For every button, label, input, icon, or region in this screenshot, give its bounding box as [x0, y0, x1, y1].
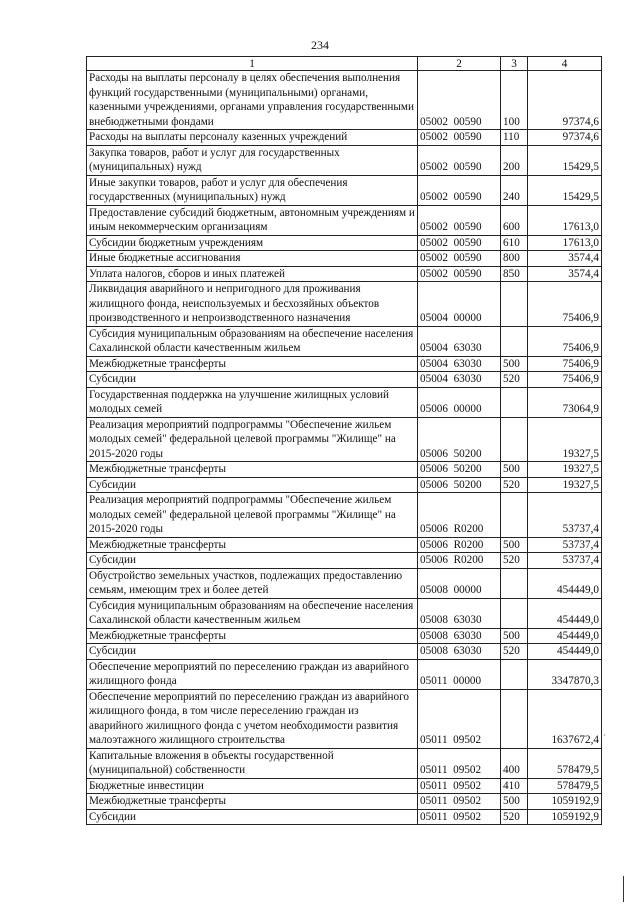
row-code-cell: 05002 00590 [418, 71, 501, 130]
row-expense-type-cell: 800 [501, 251, 528, 267]
table-row [87, 71, 602, 130]
row-code-cell: 05011 09502 [418, 778, 501, 794]
row-name-cell: Субсидии [87, 477, 418, 493]
row-expense-type-cell: 500 [501, 356, 528, 372]
column-header-sum: 4 [528, 57, 602, 71]
row-expense-type-cell: 500 [501, 628, 528, 644]
row-name-cell: Иные бюджетные ассигнования [87, 251, 418, 267]
row-name-cell: Расходы на выплаты персоналу в целях обеспечения выполнения функций государственными (муниципальными) органами, казенными учреждениями, органами управления государственными внебюджетными фондами [87, 71, 418, 130]
row-name-cell: Обустройство земельных участков, подлежащих предоставлению семьям, имеющим трех и более детей [87, 568, 418, 598]
row-code-cell: 05006 R0200 [418, 537, 501, 553]
table-row [87, 748, 602, 778]
row-code-cell: 05002 00590 [418, 175, 501, 205]
row-sum-cell: 73064,9 [528, 387, 602, 417]
row-code-cell: 05008 63030 [418, 598, 501, 628]
row-name-cell: Субсидии [87, 372, 418, 388]
row-expense-type-cell: 500 [501, 537, 528, 553]
row-name-cell: Межбюджетные трансферты [87, 356, 418, 372]
row-sum-cell: 578479,5 [528, 748, 602, 778]
row-sum-cell: 75406,9 [528, 282, 602, 327]
row-expense-type-cell [501, 689, 528, 748]
row-code-cell: 05004 63030 [418, 326, 501, 356]
row-name-cell: Субсидия муниципальным образованиям на обеспечение населения Сахалинской области качественным жильем [87, 598, 418, 628]
row-code-cell: 05011 00000 [418, 659, 501, 689]
row-sum-cell: 75406,9 [528, 356, 602, 372]
table-row [87, 462, 602, 478]
row-name-cell: Закупка товаров, работ и услуг для государственных (муниципальных) нужд [87, 145, 418, 175]
row-name-cell: Реализация мероприятий подпрограммы "Обеспечение жильем молодых семей" федеральной целевой программы "Жилище" на 2015-2020 годы [87, 493, 418, 538]
budget-table [86, 56, 602, 825]
row-code-cell: 05011 09502 [418, 809, 501, 825]
row-expense-type-cell: 520 [501, 809, 528, 825]
row-name-cell: Уплата налогов, сборов и иных платежей [87, 266, 418, 282]
row-code-cell: 05002 00590 [418, 145, 501, 175]
row-sum-cell: 1059192,9 [528, 809, 602, 825]
row-code-cell: 05004 00000 [418, 282, 501, 327]
row-sum-cell: 75406,9 [528, 326, 602, 356]
row-name-cell: Субсидия муниципальным образованиям на обеспечение населения Сахалинской области качественным жильем [87, 326, 418, 356]
row-expense-type-cell: 110 [501, 130, 528, 146]
row-code-cell: 05004 63030 [418, 356, 501, 372]
row-sum-cell: 1059192,9 [528, 794, 602, 810]
table-row [87, 251, 602, 267]
table-row [87, 235, 602, 251]
row-expense-type-cell: 400 [501, 748, 528, 778]
row-expense-type-cell: 100 [501, 71, 528, 130]
row-sum-cell: 3574,4 [528, 251, 602, 267]
row-code-cell: 05008 63030 [418, 644, 501, 660]
row-sum-cell: 454449,0 [528, 628, 602, 644]
table-row [87, 266, 602, 282]
row-name-cell: Субсидии бюджетным учреждениям [87, 235, 418, 251]
table-row [87, 356, 602, 372]
row-sum-cell: 75406,9 [528, 372, 602, 388]
table-row [87, 778, 602, 794]
table-header-row [87, 57, 602, 71]
row-expense-type-cell: 520 [501, 553, 528, 569]
row-code-cell: 05002 00590 [418, 205, 501, 235]
row-code-cell: 05006 R0200 [418, 493, 501, 538]
row-code-cell: 05004 63030 [418, 372, 501, 388]
row-sum-cell: 3347870,3 [528, 659, 602, 689]
row-sum-cell: 15429,5 [528, 175, 602, 205]
row-expense-type-cell [501, 417, 528, 462]
row-expense-type-cell [501, 598, 528, 628]
row-name-cell: Межбюджетные трансферты [87, 537, 418, 553]
row-name-cell: Межбюджетные трансферты [87, 794, 418, 810]
row-sum-cell: 454449,0 [528, 568, 602, 598]
row-expense-type-cell: 500 [501, 462, 528, 478]
row-expense-type-cell: 410 [501, 778, 528, 794]
row-expense-type-cell: 520 [501, 644, 528, 660]
table-row [87, 598, 602, 628]
table-row [87, 537, 602, 553]
table-row [87, 568, 602, 598]
row-name-cell: Обеспечение мероприятий по переселению граждан из аварийного жилищного фонда [87, 659, 418, 689]
row-expense-type-cell: 850 [501, 266, 528, 282]
row-name-cell: Реализация мероприятий подпрограммы "Обеспечение жильем молодых семей" федеральной целевой программы "Жилище" на 2015-2020 годы [87, 417, 418, 462]
row-sum-cell: 454449,0 [528, 644, 602, 660]
table-row [87, 809, 602, 825]
row-expense-type-cell [501, 659, 528, 689]
table-row [87, 326, 602, 356]
row-code-cell: 05011 09502 [418, 689, 501, 748]
row-sum-cell: 19327,5 [528, 477, 602, 493]
table-row [87, 689, 602, 748]
row-name-cell: Бюджетные инвестиции [87, 778, 418, 794]
row-sum-cell: 53737,4 [528, 553, 602, 569]
row-sum-cell: 15429,5 [528, 145, 602, 175]
table-row [87, 387, 602, 417]
table-row [87, 282, 602, 327]
margin-mark: ´ [603, 733, 606, 743]
table-row [87, 130, 602, 146]
row-name-cell: Капитальные вложения в объекты государственной (муниципальной) собственности [87, 748, 418, 778]
row-name-cell: Субсидии [87, 809, 418, 825]
row-code-cell: 05008 63030 [418, 628, 501, 644]
row-name-cell: Предоставление субсидий бюджетным, автономным учреждениям и иным некоммерческим организациям [87, 205, 418, 235]
table-row [87, 205, 602, 235]
margin-line [623, 876, 624, 902]
row-code-cell: 05006 50200 [418, 417, 501, 462]
table-row [87, 628, 602, 644]
row-name-cell: Ликвидация аварийного и непригодного для проживания жилищного фонда, неиспользуемых и бесхозяйных объектов производственного и непроизводственного назначения [87, 282, 418, 327]
row-sum-cell: 97374,6 [528, 71, 602, 130]
table-row [87, 175, 602, 205]
row-name-cell: Расходы на выплаты персоналу казенных учреждений [87, 130, 418, 146]
row-expense-type-cell: 610 [501, 235, 528, 251]
row-expense-type-cell: 200 [501, 145, 528, 175]
row-expense-type-cell: 600 [501, 205, 528, 235]
column-header-code: 2 [418, 57, 501, 71]
page-number: 234 [311, 38, 329, 52]
column-header-expense-type: 3 [501, 57, 528, 71]
row-sum-cell: 97374,6 [528, 130, 602, 146]
table-row [87, 493, 602, 538]
table-row [87, 659, 602, 689]
row-code-cell: 05002 00590 [418, 235, 501, 251]
row-sum-cell: 578479,5 [528, 778, 602, 794]
row-code-cell: 05002 00590 [418, 130, 501, 146]
row-code-cell: 05006 50200 [418, 477, 501, 493]
table-row [87, 372, 602, 388]
table-row [87, 794, 602, 810]
row-sum-cell: 1637672,4 [528, 689, 602, 748]
row-code-cell: 05006 00000 [418, 387, 501, 417]
row-expense-type-cell [501, 282, 528, 327]
row-expense-type-cell [501, 326, 528, 356]
table-row [87, 145, 602, 175]
row-sum-cell: 17613,0 [528, 235, 602, 251]
table-body [87, 71, 602, 825]
table-row [87, 417, 602, 462]
row-expense-type-cell: 520 [501, 372, 528, 388]
row-code-cell: 05006 R0200 [418, 553, 501, 569]
row-name-cell: Субсидии [87, 644, 418, 660]
row-sum-cell: 454449,0 [528, 598, 602, 628]
row-name-cell: Обеспечение мероприятий по переселению граждан из аварийного жилищного фонда, в том числе переселению граждан из аварийного жилищного фонда с учетом необходимости развития малоэтажного жилищного строительства [87, 689, 418, 748]
row-name-cell: Межбюджетные трансферты [87, 628, 418, 644]
row-name-cell: Иные закупки товаров, работ и услуг для обеспечения государственных (муниципальных) нужд [87, 175, 418, 205]
row-name-cell: Государственная поддержка на улучшение жилищных условий молодых семей [87, 387, 418, 417]
row-sum-cell: 19327,5 [528, 417, 602, 462]
row-expense-type-cell: 240 [501, 175, 528, 205]
row-expense-type-cell [501, 493, 528, 538]
row-code-cell: 05002 00590 [418, 251, 501, 267]
row-expense-type-cell [501, 387, 528, 417]
column-header-name: 1 [87, 57, 418, 71]
row-sum-cell: 17613,0 [528, 205, 602, 235]
row-sum-cell: 53737,4 [528, 537, 602, 553]
table-row [87, 644, 602, 660]
row-sum-cell: 19327,5 [528, 462, 602, 478]
table-row [87, 553, 602, 569]
row-code-cell: 05011 09502 [418, 794, 501, 810]
row-sum-cell: 53737,4 [528, 493, 602, 538]
row-name-cell: Субсидии [87, 553, 418, 569]
row-sum-cell: 3574,4 [528, 266, 602, 282]
row-expense-type-cell: 500 [501, 794, 528, 810]
row-code-cell: 05011 09502 [418, 748, 501, 778]
row-expense-type-cell: 520 [501, 477, 528, 493]
table-row [87, 477, 602, 493]
row-name-cell: Межбюджетные трансферты [87, 462, 418, 478]
row-code-cell: 05008 00000 [418, 568, 501, 598]
row-expense-type-cell [501, 568, 528, 598]
row-code-cell: 05002 00590 [418, 266, 501, 282]
row-code-cell: 05006 50200 [418, 462, 501, 478]
